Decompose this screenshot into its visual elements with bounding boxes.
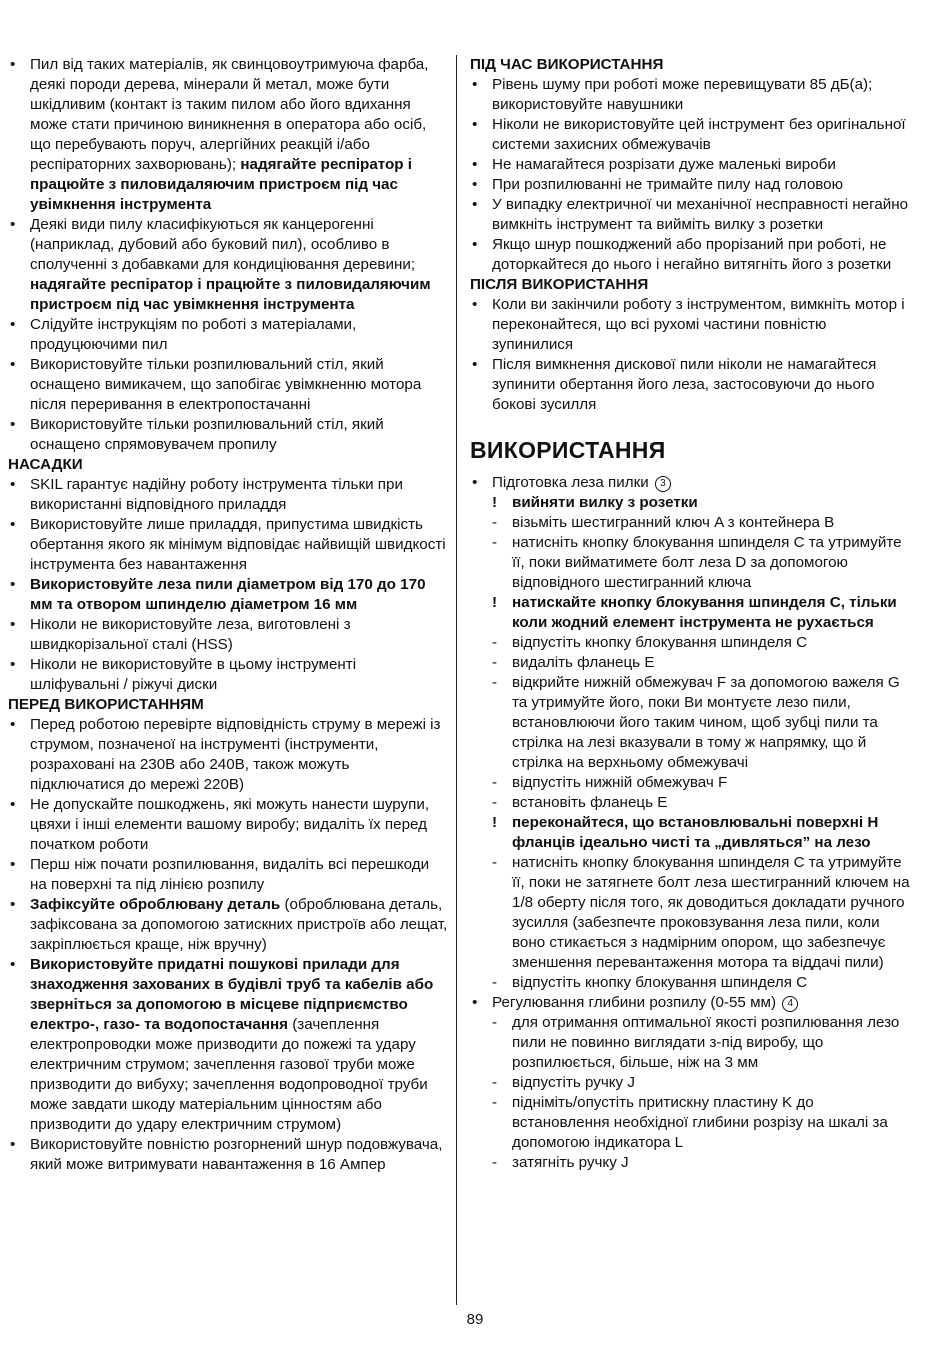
- exclamation-marker: !: [492, 494, 498, 511]
- bullet-marker: •: [472, 356, 478, 373]
- item-text: натискайте кнопку блокування шпинделя C, тільки коли жодний елемент інструмента не рухається: [512, 594, 897, 631]
- bullet-item: [8, 215, 448, 315]
- bullet-item: [8, 315, 448, 355]
- dash-marker: -: [492, 634, 498, 651]
- item-text: для отримання оптимальної якості розпилювання лезо пили не повинно виглядати з-під виробу, що розпилюється, більше, ніж на 3 мм: [512, 1014, 900, 1071]
- step-item: [490, 533, 910, 593]
- item-text: Якщо шнур пошкоджений або прорізаний при роботі, не доторкайтеся до нього і негайно витягніть його з розетки: [492, 236, 892, 273]
- item-text: затягніть ручку J: [512, 1154, 629, 1171]
- bullet-item: [470, 115, 910, 155]
- bullet-marker: •: [10, 956, 16, 973]
- dash-marker: -: [492, 654, 498, 671]
- step-item: [490, 1013, 910, 1073]
- bullet-item: [8, 355, 448, 415]
- bullet-item: [470, 195, 910, 235]
- item-text: переконайтеся, що встановлювальні поверхні H фланців ідеально чисті та „дивляться” на лезо: [512, 814, 879, 851]
- item-text: Використовуйте лише приладдя, припустима швидкість обертання якого як мінімум відповідає найвищій швидкості інструмента без навантаження: [30, 516, 446, 573]
- item-text: Використовуйте повністю розгорнений шнур подовжувача, який може витримувати навантаження в 16 Ампер: [30, 1136, 443, 1173]
- item-text: надягайте респіратор і працюйте з пиловидаляючим пристроєм під час увімкнення інструмента: [30, 276, 431, 313]
- dash-marker: -: [492, 674, 498, 691]
- bullet-marker: •: [10, 316, 16, 333]
- item-text: відпустіть кнопку блокування шпинделя C: [512, 634, 808, 651]
- dash-marker: -: [492, 1094, 498, 1111]
- item-text: Рівень шуму при роботі може перевищувати 85 дБ(а); використовуйте навушники: [492, 76, 873, 113]
- section-heading: ПЕРЕД ВИКОРИСТАННЯМ: [8, 696, 204, 713]
- item-text: Ніколи не використовуйте леза, виготовлені з швидкорізальної сталі (HSS): [30, 616, 351, 653]
- dash-marker: -: [492, 1074, 498, 1091]
- dash-marker: -: [492, 794, 498, 811]
- bullet-item: [8, 715, 448, 795]
- bullet-marker: •: [10, 356, 16, 373]
- dash-marker: -: [492, 854, 498, 871]
- right-column: [470, 55, 910, 1173]
- item-text: відпустіть кнопку блокування шпинделя C: [512, 974, 808, 991]
- item-text: видаліть фланець E: [512, 654, 655, 671]
- main-heading: ВИКОРИСТАННЯ: [470, 437, 666, 463]
- item-text: натисніть кнопку блокування шпинделя C та утримуйте її, поки вийматимете болт леза D за допомогою відповідного шестигранний ключа: [512, 534, 902, 591]
- step-item: [490, 773, 910, 793]
- step-item: [490, 513, 910, 533]
- item-text: (оброблювана деталь, зафіксована за допомогою затискних пристроїв або лещат, закріплюється краще, ніж вручну): [30, 896, 448, 953]
- warning-item: [490, 493, 910, 513]
- step-item: [490, 1153, 910, 1173]
- page-number: 89: [466, 1311, 484, 1328]
- bullet-marker: •: [10, 896, 16, 913]
- bullet-marker: •: [10, 476, 16, 493]
- bullet-marker: •: [10, 616, 16, 633]
- item-text: Використовуйте тільки розпилювальний стіл, який оснащено вимикачем, що запобігає увімкненню мотора після переривання в електропостачанні: [30, 356, 422, 413]
- bullet-item: [8, 955, 448, 1135]
- item-text: натисніть кнопку блокування шпинделя C та утримуйте її, поки не затягнете болт леза шестигранний ключем на 1/8 оберту після того, як доводиться докладати ручного зусилля (забезпечте проковзування леза пили, коли воно стикається з надмірним опором, що забезпечує зменшення перевантаження мотора та віддачі пили): [512, 854, 910, 971]
- bullet-item: [470, 175, 910, 195]
- item-text: Використовуйте придатні пошукові прилади для знаходження захованих в будівлі труб та кабелів або зверніться за допомогою в місцеве підприємство електро-, газо- та водопостачання: [30, 956, 434, 1033]
- item-text: Коли ви закінчили роботу з інструментом, вимкніть мотор і переконайтеся, що всі рухомі частини повністю зупинилися: [492, 296, 905, 353]
- item-text: відкрийте нижній обмежувач F за допомогою важеля G та утримуйте його, поки Ви монтуєте лезо пили, встановлюючи його таким чином, щоб зубці пили та стрілка на лезі вказували в тому ж напрямку, що й стрілка на верхньому обмежувачі: [512, 674, 900, 771]
- dash-marker: -: [492, 514, 498, 531]
- item-text: Перед роботою перевірте відповідність струму в мережі із струмом, позначеної на інструменті (інструменти, розраховані на 230В або 240В, також можуть підключатися до мережі 220В): [30, 716, 441, 793]
- left-column: [8, 55, 448, 1175]
- section-heading: НАСАДКИ: [8, 456, 83, 473]
- bullet-item: [8, 475, 448, 515]
- bullet-item: [8, 575, 448, 615]
- item-text: Підготовка леза пилки: [492, 474, 649, 491]
- bullet-marker: •: [10, 716, 16, 733]
- item-text: Слідуйте інструкціям по роботі з матеріалами, продуцюючими пил: [30, 316, 357, 353]
- bullet-marker: •: [472, 156, 478, 173]
- exclamation-marker: !: [492, 594, 498, 611]
- item-text: Ніколи не використовуйте цей інструмент без оригінальної системи захисних обмежувачів: [492, 116, 906, 153]
- dash-marker: -: [492, 1014, 498, 1031]
- bullet-item: [8, 895, 448, 955]
- bullet-item: [8, 1135, 448, 1175]
- item-text: вийняти вилку з розетки: [512, 494, 698, 511]
- bullet-marker: •: [10, 416, 16, 433]
- item-text: Використовуйте тільки розпилювальний стіл, який оснащено спрямовувачем пропилу: [30, 416, 384, 453]
- step-item: [490, 1073, 910, 1093]
- bullet-item: [8, 855, 448, 895]
- bullet-marker: •: [10, 1136, 16, 1153]
- bullet-marker: •: [10, 516, 16, 533]
- step-item: [490, 633, 910, 653]
- bullet-marker: •: [472, 236, 478, 253]
- bullet-marker: •: [10, 216, 16, 233]
- bullet-marker: •: [472, 176, 478, 193]
- item-text: SKIL гарантує надійну роботу інструмента тільки при використанні відповідного приладдя: [30, 476, 403, 513]
- item-text: Використовуйте леза пили діаметром від 170 до 170 мм та отвором шпинделю діаметром 16 мм: [30, 576, 426, 613]
- section-heading: ПІД ЧАС ВИКОРИСТАННЯ: [470, 56, 664, 73]
- column-divider: [456, 55, 457, 1305]
- item-text: Після вимкнення дискової пили ніколи не намагайтеся зупинити обертання його леза, застосовуючи до нього бокові зусилля: [492, 356, 877, 413]
- item-text: відпустіть ручку J: [512, 1074, 635, 1091]
- bullet-item: [470, 993, 910, 1013]
- bullet-marker: •: [472, 474, 478, 491]
- dash-marker: -: [492, 1154, 498, 1171]
- bullet-marker: •: [472, 296, 478, 313]
- item-text: надягайте респіратор і працюйте з пиловидаляючим пристроєм під час увімкнення інструмента: [30, 156, 412, 213]
- step-item: [490, 793, 910, 813]
- item-text: відпустіть нижній обмежувач F: [512, 774, 728, 791]
- item-text: Не допускайте пошкоджень, які можуть нанести шурупи, цвяхи і інші елементи вашому виробу; видаліть їх перед початком роботи: [30, 796, 430, 853]
- figure-reference: 3: [655, 476, 671, 492]
- bullet-marker: •: [10, 576, 16, 593]
- step-item: [490, 673, 910, 773]
- item-text: Не намагайтеся розрізати дуже маленькі вироби: [492, 156, 836, 173]
- step-item: [490, 1093, 910, 1153]
- dash-marker: -: [492, 974, 498, 991]
- exclamation-marker: !: [492, 814, 498, 831]
- item-text: Пил від таких матеріалів, як свинцовоутримуюча фарба, деякі породи дерева, мінерали й метал, може бути шкідливим (контакт із таким пилом або його вдихання може стати причиною виникнення в оператора або осіб, що перебувають поруч, алергійних реакцій і/або респіраторних захворювань);: [30, 56, 429, 173]
- item-text: Деякі види пилу класифікуються як канцерогенні (наприклад, дубовий або буковий пил), особливо в сполученні з добавками для кондиціювання деревини;: [30, 216, 416, 273]
- item-text: (зачеплення електропроводки може призводити до пожежі та удару електричним струмом; зачеплення газової труби може призводити до вибуху; зачеплення водопроводної труби може завдати шкоду матеріальним цінностям або призводити до удару електричним струмом): [30, 1016, 428, 1133]
- bullet-marker: •: [472, 76, 478, 93]
- item-text: При розпилюванні не тримайте пилу над головою: [492, 176, 844, 193]
- bullet-item: [470, 473, 910, 493]
- bullet-item: [470, 155, 910, 175]
- item-text: Перш ніж почати розпилювання, видаліть всі перешкоди на поверхні та під лінією розпилу: [30, 856, 430, 893]
- bullet-marker: •: [10, 656, 16, 673]
- bullet-item: [8, 655, 448, 695]
- bullet-item: [8, 55, 448, 215]
- bullet-marker: •: [472, 994, 478, 1011]
- item-text: підніміть/опустіть притискну пластину K до встановлення необхідної глибини розрізу на шкалі за допомогою індикатора L: [512, 1094, 888, 1151]
- bullet-item: [470, 75, 910, 115]
- bullet-marker: •: [10, 856, 16, 873]
- item-text: У випадку електричної чи механічної несправності негайно вимкніть інструмент та вийміть вилку з розетки: [492, 196, 909, 233]
- item-text: візьміть шестигранний ключ A з контейнера B: [512, 514, 835, 531]
- bullet-marker: •: [472, 116, 478, 133]
- bullet-item: [470, 235, 910, 275]
- step-item: [490, 653, 910, 673]
- section-heading: ПІСЛЯ ВИКОРИСТАННЯ: [470, 276, 649, 293]
- dash-marker: -: [492, 774, 498, 791]
- bullet-item: [8, 795, 448, 855]
- figure-reference: 4: [782, 996, 798, 1012]
- bullet-marker: •: [10, 56, 16, 73]
- bullet-marker: •: [472, 196, 478, 213]
- warning-item: [490, 813, 910, 853]
- item-text: встановіть фланець E: [512, 794, 668, 811]
- bullet-item: [470, 295, 910, 355]
- bullet-marker: •: [10, 796, 16, 813]
- bullet-item: [8, 615, 448, 655]
- bullet-item: [8, 415, 448, 455]
- warning-item: [490, 593, 910, 633]
- step-item: [490, 973, 910, 993]
- dash-marker: -: [492, 534, 498, 551]
- item-text: Регулювання глибини розпилу (0-55 мм): [492, 994, 777, 1011]
- item-text: Ніколи не використовуйте в цьому інструменті шліфувальні / ріжучі диски: [30, 656, 357, 693]
- bullet-item: [8, 515, 448, 575]
- bullet-item: [470, 355, 910, 415]
- item-text: Зафіксуйте оброблювану деталь: [30, 896, 281, 913]
- step-item: [490, 853, 910, 973]
